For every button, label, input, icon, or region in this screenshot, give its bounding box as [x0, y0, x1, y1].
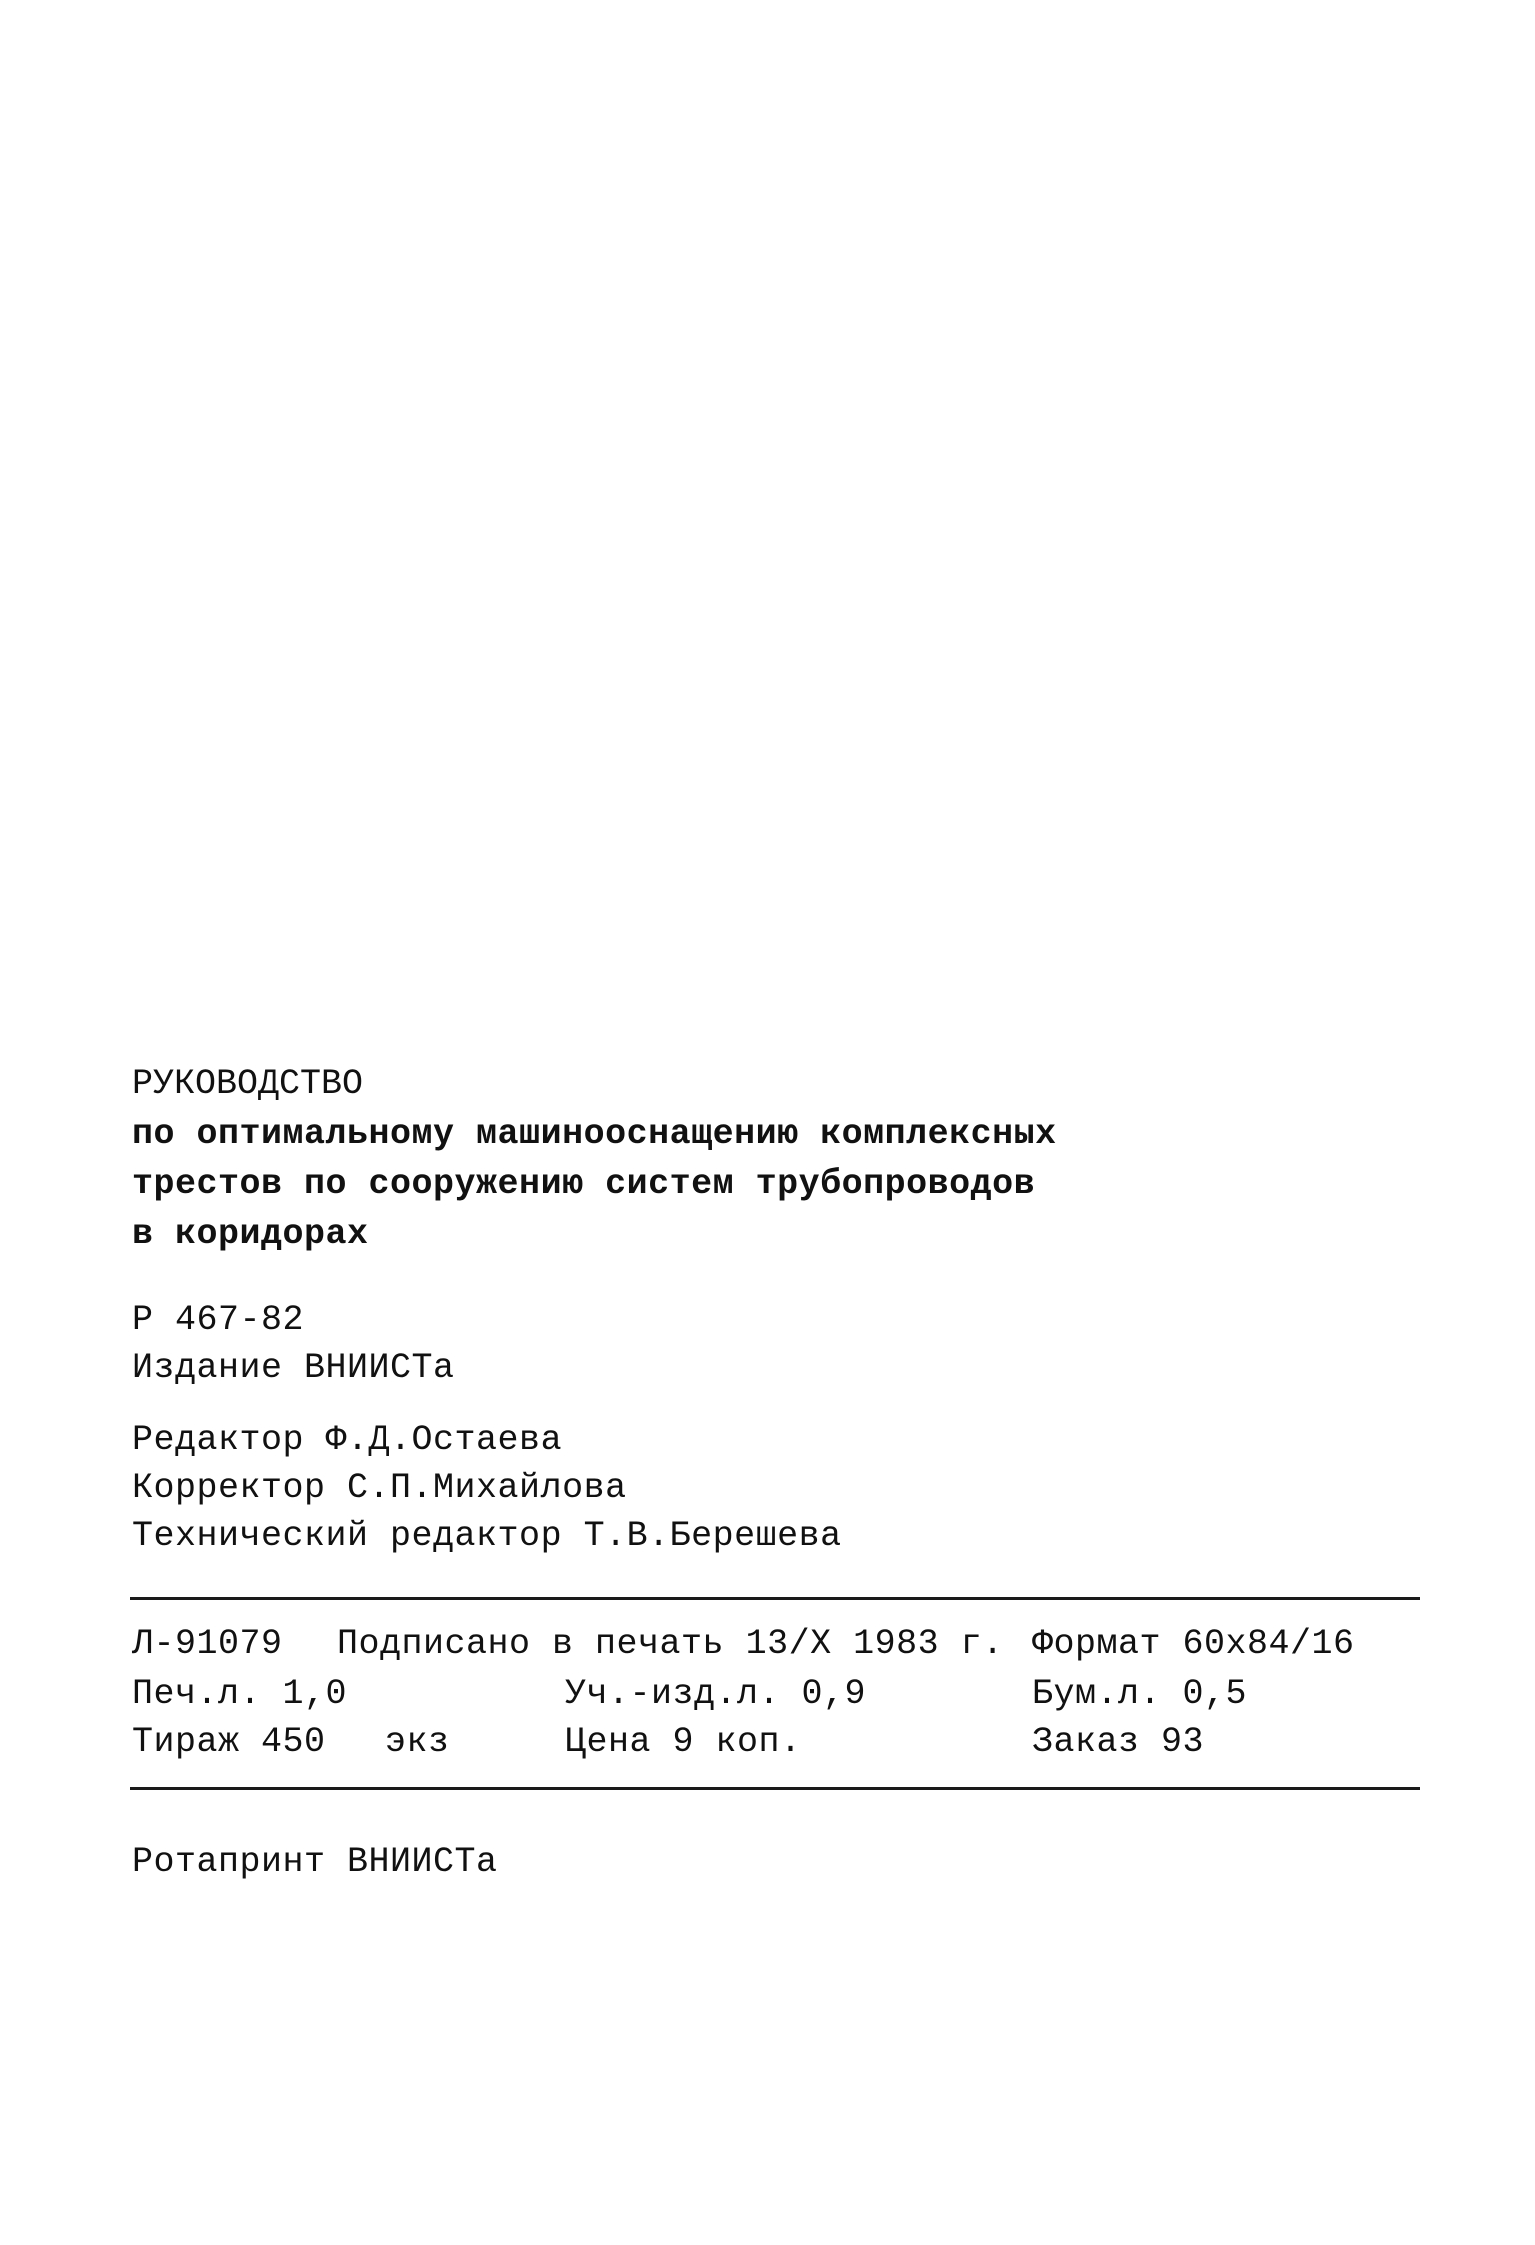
license-number: Л-91079	[132, 1624, 283, 1664]
document-heading: РУКОВОДСТВО	[132, 1064, 364, 1104]
signed-for-print: Подписано в печать 13/Х 1983 г.	[337, 1624, 1004, 1664]
title-line-3: в коридорах	[132, 1214, 369, 1254]
price: Цена 9 коп.	[565, 1722, 802, 1762]
editor-line: Редактор Ф.Д.Остаева	[132, 1420, 563, 1460]
tech-editor-line: Технический редактор Т.В.Берешева	[132, 1516, 842, 1556]
copies-unit: экз	[385, 1722, 450, 1762]
imprint-top-rule	[130, 1597, 1420, 1600]
circulation: Тираж 450	[132, 1722, 326, 1762]
paper-format: Формат 60х84/16	[1032, 1624, 1355, 1664]
title-line-2: трестов по сооружению систем трубопроводов	[132, 1164, 1036, 1204]
publisher-sheets: Уч.-изд.л. 0,9	[565, 1674, 867, 1714]
title-line-1: по оптимальному машинооснащению комплексных	[132, 1114, 1057, 1154]
printed-sheets: Печ.л. 1,0	[132, 1674, 348, 1714]
document-code: Р 467-82	[132, 1300, 305, 1340]
corrector-line: Корректор С.П.Михайлова	[132, 1468, 627, 1508]
edition-line: Издание ВНИИСТа	[132, 1348, 455, 1388]
imprint-bottom-rule	[130, 1787, 1420, 1790]
printer-line: Ротапринт ВНИИСТа	[132, 1842, 498, 1882]
paper-sheets: Бум.л. 0,5	[1032, 1674, 1248, 1714]
order-number: Заказ 93	[1032, 1722, 1205, 1762]
